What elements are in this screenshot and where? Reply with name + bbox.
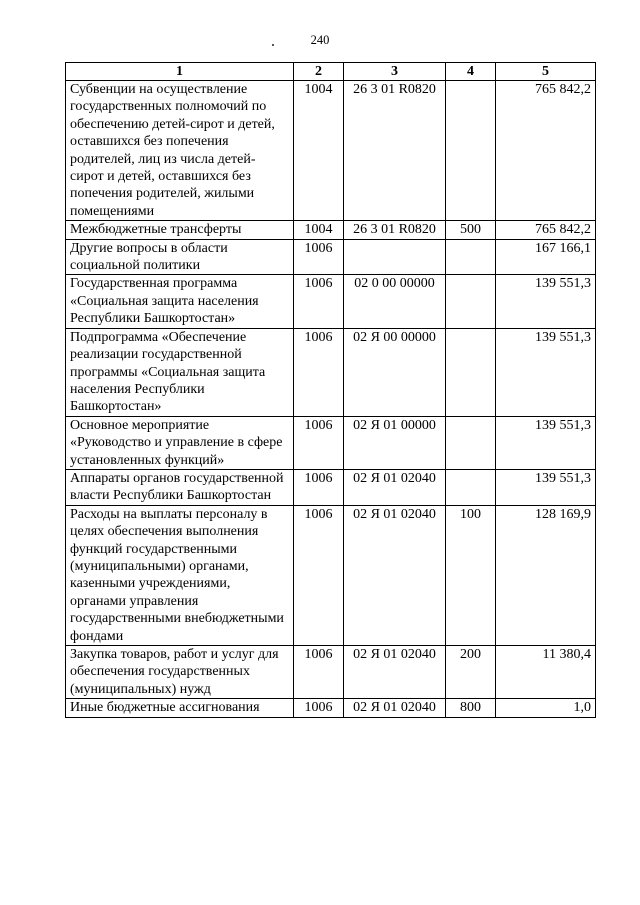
row-expense-type: 200 bbox=[446, 646, 496, 699]
row-expense-type bbox=[446, 239, 496, 275]
row-section: 1006 bbox=[294, 505, 344, 645]
row-expense-type: 800 bbox=[446, 699, 496, 717]
row-name: Основное мероприятие «Руководство и управление в сфере установленных функций» bbox=[66, 416, 294, 469]
row-target-code: 26 3 01 R0820 bbox=[344, 221, 446, 239]
row-amount: 128 169,9 bbox=[496, 505, 596, 645]
table-row bbox=[66, 239, 596, 275]
column-header-1: 1 bbox=[66, 63, 294, 81]
row-name: Межбюджетные трансферты bbox=[66, 221, 294, 239]
column-header-3: 3 bbox=[344, 63, 446, 81]
budget-table bbox=[65, 62, 596, 718]
table-row bbox=[66, 469, 596, 505]
row-name: Расходы на выплаты персоналу в целях обеспечения выполнения функций государственными (муниципальными) органами, казенными учреждениями, органами управления государственными внебюджетными фондами bbox=[66, 505, 294, 645]
row-section: 1006 bbox=[294, 699, 344, 717]
table-row bbox=[66, 328, 596, 416]
row-amount: 765 842,2 bbox=[496, 221, 596, 239]
row-amount: 139 551,3 bbox=[496, 469, 596, 505]
row-target-code: 26 3 01 R0820 bbox=[344, 81, 446, 221]
table-row bbox=[66, 416, 596, 469]
row-target-code: 02 Я 01 02040 bbox=[344, 469, 446, 505]
row-expense-type: 500 bbox=[446, 221, 496, 239]
scan-artifact bbox=[272, 44, 274, 46]
row-expense-type bbox=[446, 469, 496, 505]
row-name: Аппараты органов государственной власти Республики Башкортостан bbox=[66, 469, 294, 505]
page-number: 240 bbox=[310, 33, 330, 47]
row-section: 1006 bbox=[294, 239, 344, 275]
row-expense-type bbox=[446, 275, 496, 328]
row-amount: 11 380,4 bbox=[496, 646, 596, 699]
row-target-code: 02 0 00 00000 bbox=[344, 275, 446, 328]
row-amount: 139 551,3 bbox=[496, 275, 596, 328]
row-name: Государственная программа «Социальная защита населения Республики Башкортостан» bbox=[66, 275, 294, 328]
table-row bbox=[66, 699, 596, 717]
row-name: Иные бюджетные ассигнования bbox=[66, 699, 294, 717]
column-header-4: 4 bbox=[446, 63, 496, 81]
row-name: Подпрограмма «Обеспечение реализации государственной программы «Социальная защита населения Республики Башкортостан» bbox=[66, 328, 294, 416]
row-target-code: 02 Я 01 02040 bbox=[344, 505, 446, 645]
row-amount: 139 551,3 bbox=[496, 328, 596, 416]
column-header-5: 5 bbox=[496, 63, 596, 81]
table-row bbox=[66, 81, 596, 221]
table-row bbox=[66, 275, 596, 328]
row-name: Другие вопросы в области социальной политики bbox=[66, 239, 294, 275]
row-name: Закупка товаров, работ и услуг для обеспечения государственных (муниципальных) нужд bbox=[66, 646, 294, 699]
row-section: 1004 bbox=[294, 221, 344, 239]
row-amount: 765 842,2 bbox=[496, 81, 596, 221]
row-section: 1004 bbox=[294, 81, 344, 221]
table-header-row bbox=[66, 63, 596, 81]
row-target-code: 02 Я 01 02040 bbox=[344, 699, 446, 717]
column-header-2: 2 bbox=[294, 63, 344, 81]
row-amount: 1,0 bbox=[496, 699, 596, 717]
row-section: 1006 bbox=[294, 275, 344, 328]
row-amount: 139 551,3 bbox=[496, 416, 596, 469]
row-target-code: 02 Я 01 00000 bbox=[344, 416, 446, 469]
row-expense-type bbox=[446, 416, 496, 469]
row-amount: 167 166,1 bbox=[496, 239, 596, 275]
row-expense-type bbox=[446, 328, 496, 416]
row-target-code bbox=[344, 239, 446, 275]
row-section: 1006 bbox=[294, 328, 344, 416]
table-row bbox=[66, 646, 596, 699]
row-expense-type bbox=[446, 81, 496, 221]
row-name: Субвенции на осуществление государственных полномочий по обеспечению детей-сирот и детей, оставшихся без попечения родителей, лиц из числа детей-сирот и детей, оставшихся без попечения родителей, жилыми помещениями bbox=[66, 81, 294, 221]
row-target-code: 02 Я 00 00000 bbox=[344, 328, 446, 416]
table-row bbox=[66, 221, 596, 239]
row-section: 1006 bbox=[294, 646, 344, 699]
row-section: 1006 bbox=[294, 469, 344, 505]
row-target-code: 02 Я 01 02040 bbox=[344, 646, 446, 699]
row-section: 1006 bbox=[294, 416, 344, 469]
table-row bbox=[66, 505, 596, 645]
row-expense-type: 100 bbox=[446, 505, 496, 645]
